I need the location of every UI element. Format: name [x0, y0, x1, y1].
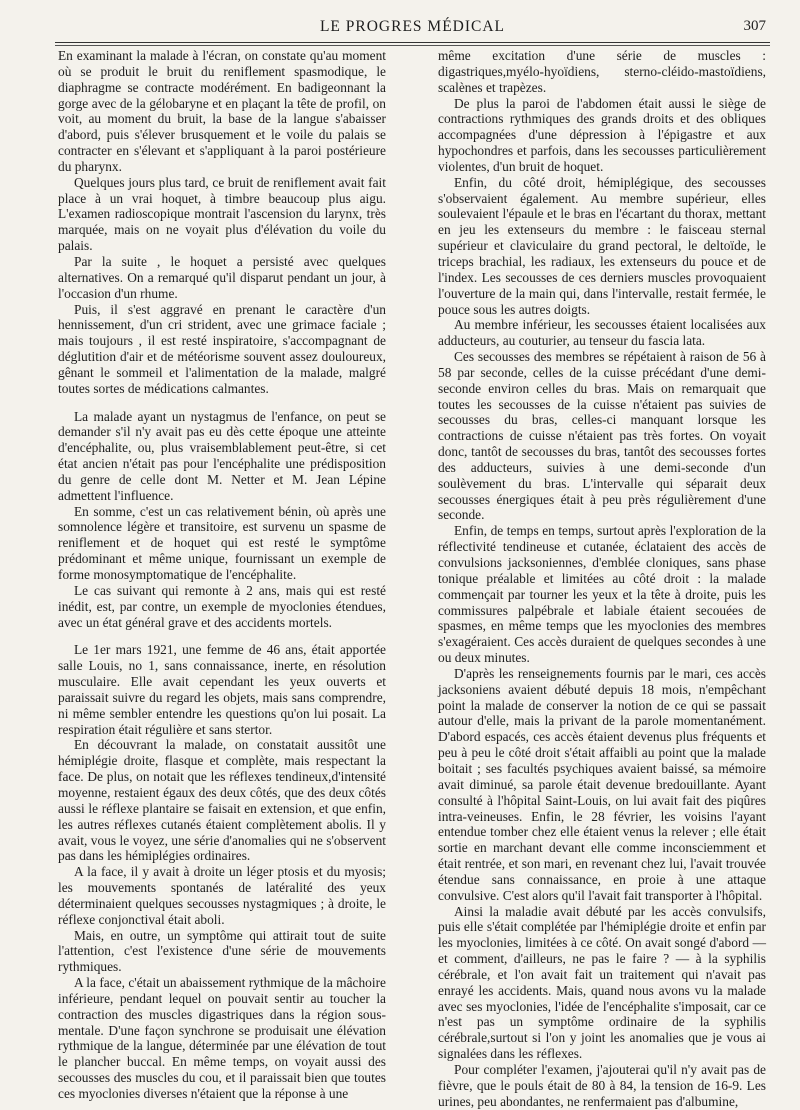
paragraph: Par la suite , le hoquet a persisté avec quelques alternatives. On a remarqué qu'il disparut pendant un jour, à l'occasion d'un rhume.: [58, 253, 386, 301]
paragraph: Le cas suivant qui remonte à 2 ans, mais qui est resté inédit, est, par contre, un exemple de myoclonies étendues, avec un état général grave et des accidents mortels.: [58, 582, 386, 630]
paragraph: même excitation d'une série de muscles : digastriques,myélo-hyoïdiens, sterno-cléido-mastoïdiens, scalènes et trapèzes.: [438, 48, 766, 95]
paragraph: Mais, en outre, un symptôme qui attirait tout de suite l'attention, c'est l'existence d'une série de mouvements rythmiques.: [58, 927, 386, 975]
paragraph: La malade ayant un nystagmus de l'enfance, on peut se demander s'il n'y avait pas eu dès cette époque une atteinte d'encéphalite, ou, plus vraisemblablement peut-être, si cet état ancien n'était pas pour l'encéphalite une prédisposition du genre de celle dont M. Netter et M. Jean Lépine admettent l'influence.: [58, 408, 386, 503]
paragraph: Pour compléter l'examen, j'ajouterai qu'il n'y avait pas de fièvre, que le pouls était de 80 à 84, la tension de 16-9. Les urines, peu abondantes, ne renfermaient pas d'albumine,: [438, 1062, 766, 1109]
paragraph: En découvrant la malade, on constatait aussitôt une hémiplégie droite, flasque et complète, mais respectant la face. De plus, on notait que les réflexes tendineux,d'intensité moyenne, restaient égaux des deux côtés, que des deux côtés aussi le réflexe plantaire se faisait en extension, et que enfin, les autres réflexes cutanés étaient complètement abolis. Il y avait, vous le voyez, une série d'anomalies qui ne s'observent pas dans les hémiplégies ordinaires.: [58, 737, 386, 864]
paragraph: Puis, il s'est aggravé en prenant le caractère d'un hennissement, d'un cri strident, avec une grimace faciale ; mais toujours , il est resté inspiratoire, s'accompagnant de déglutition d'air et de météorisme souvent assez douloureux, gênant le sommeil et l'alimentation de la malade, malgré toutes sortes de médications calmantes.: [58, 301, 386, 396]
paragraph: Au membre inférieur, les secousses étaient localisées aux adducteurs, au couturier, au tenseur du fascia lata.: [438, 317, 766, 349]
running-header: [55, 14, 770, 40]
header-rule: [55, 42, 770, 43]
paragraph: Enfin, du côté droit, hémiplégique, des secousses s'observaient également. Au membre supérieur, elles soulevaient l'épaule et le bras en l'écartant du thorax, mettant en jeu les extenseurs du membre : le faisceau sternal supérieur et claviculaire du grand pectoral, le deltoïde, le triceps brachial, les radiaux, les extenseurs du pouce et de l'index. Les secousses de ces derniers muscles provoquaient l'ouverture de la main qui, dans l'intervalle, restait fermée, le pouce sous les autres doigts.: [438, 174, 766, 317]
paragraph: Ces secousses des membres se répétaient à raison de 56 à 58 par seconde, celles de la cuisse précédant d'une demi-seconde environ celles du bras. Mais on remarquait que toutes les secousses de la cuisse n'étaient pas suivies de secousses du bras, celles-ci manquant lorsque les contractions de cuisse n'étaient pas très fortes. On voyait donc, tantôt de secousses du bras, tantôt des secousses fortes des adducteurs, suivies à une demi-seconde d'un soulèvement du bras. L'intervalle qui séparait deux secousses énergiques était à peu près régulièrement d'une seconde.: [438, 349, 766, 523]
page-number: 307: [743, 18, 766, 34]
left-column: [58, 48, 386, 1102]
paragraph: D'après les renseignements fournis par le mari, ces accès jacksoniens avaient débuté depuis 18 mois, n'empêchant point la malade de conserver la notion de ce qui se passait autour d'elle, mais la privant de la parole momentanément. D'abord espacés, ces accès étaient devenus plus fréquents et peu à peu le côté droit s'était affaibli au point que la malade boitait ; ses facultés psychiques avaient baissé, sa mémoire avait diminué, sa parole était devenue bredouillante. Ayant consulté à l'hôpital Saint-Louis, on lui avait fait des piqûres intra-veineuses. Enfin, le 28 février, les voisins l'ayant entendue tomber chez elle étaient venus la relever ; elle était sortie en marchant devant elle comme inconsciemment et était rentrée, et son mari, en revenant chez lui, l'avait trouvée étendue sans connaissance, en proie à une attaque convulsive. C'est alors qu'il l'avait fait transporter à l'hôpital.: [438, 665, 766, 903]
paragraph: En somme, c'est un cas relativement bénin, où après une somnolence légère et transitoire, est survenu un spasme de reniflement et de hoquet qui est resté le symptôme prédominant et même unique, fournissant un exemple de forme monosymptomatique de l'encéphalite.: [58, 503, 386, 582]
paragraph: A la face, c'était un abaissement rythmique de la mâchoire inférieure, pendant lequel on pouvait sentir au toucher la contraction des muscles digastriques dans la région sous-mentale. D'une façon synchrone se produisait une élévation rythmique de la langue, déterminée par une élévation de tout le plancher buccal. En même temps, on voyait aussi des secousses des muscles du cou, et il paraissait bien que toutes ces myoclonies diverses n'étaient que la réponse à une: [58, 975, 386, 1101]
paragraph: Ainsi la maladie avait débuté par les accès convulsifs, puis elle s'était complétée par l'hémiplégie droite et enfin par les myoclonies, limitées à ce côté. On avait songé d'abord — et comment, d'ailleurs, ne pas le faire ? — à la syphilis cérébrale, et l'on avait fait un traitement qui n'avait pas enrayé les accidents. Mais, quand nous avons vu la malade avec ses myoclonies, l'idée de l'encéphalite s'imposait, car ce n'est pas un symptôme ordinaire de la syphilis cérébrale,surtout si l'on y joint les anomalies que je vous ai signalées dans les réflexes.: [438, 903, 766, 1062]
paragraph: Le 1er mars 1921, une femme de 46 ans, était apportée salle Louis, no 1, sans connaissance, inerte, en résolution musculaire. Elle avait cependant les yeux ouverts et paraissait suivre du regard les objets, mais sans comprendre, ni même sembler entendre les questions qu'on lui posait. La respiration était régulière et sans stertor.: [58, 642, 386, 737]
right-column: [438, 48, 766, 1110]
paragraph: Quelques jours plus tard, ce bruit de reniflement avait fait place à un vrai hoquet, à timbre beaucoup plus aigu. L'examen radioscopique montrait l'ascension du larynx, très marquée, mais on ne voyait plus d'élévation du voile du palais.: [58, 174, 386, 254]
paragraph: Enfin, de temps en temps, surtout après l'exploration de la réflectivité tendineuse et cutanée, éclataient des accès de convulsions jacksoniennes, d'emblée cloniques, sans phase tonique préalable et limitées au côté droit : la malade commençait par tourner les yeux et la tête à droite, puis les commissures palpébrale et labiale étaient secouées de spasmes, en même temps que les myoclonies des membres s'exagéraient. Ces accès duraient de quelques secondes à une ou deux minutes.: [438, 523, 766, 666]
paragraph: De plus la paroi de l'abdomen était aussi le siège de contractions rythmiques des grands droits et des obliques accompagnées d'une dépression à l'épigastre et aux hypochondres et parfois, dans les secousses particulièrement violentes, d'un bruit de hoquet.: [438, 95, 766, 174]
paragraph: A la face, il y avait à droite un léger ptosis et du myosis; les mouvements spontanés de latéralité des yeux déterminaient quelques secousses nystagmiques ; à droite, le réflexe conjonctival était aboli.: [58, 864, 386, 927]
journal-title: LE PROGRES MÉDICAL: [319, 18, 506, 35]
header-rule-thin: [55, 45, 770, 46]
paragraph: En examinant la malade à l'écran, on constate qu'au moment où se produit le bruit du reniflement spasmodique, le diaphragme se contracte modérément. En badigeonnant la gorge avec de la gélobaryne et en plaçant la tête de profil, on voit, au moment du bruit, la base de la langue s'abaisser d'abord, puis s'élever brusquement et le voile du palais se contracter en s'élevant et s'appliquant à la paroi postérieure du pharynx.: [58, 48, 386, 174]
